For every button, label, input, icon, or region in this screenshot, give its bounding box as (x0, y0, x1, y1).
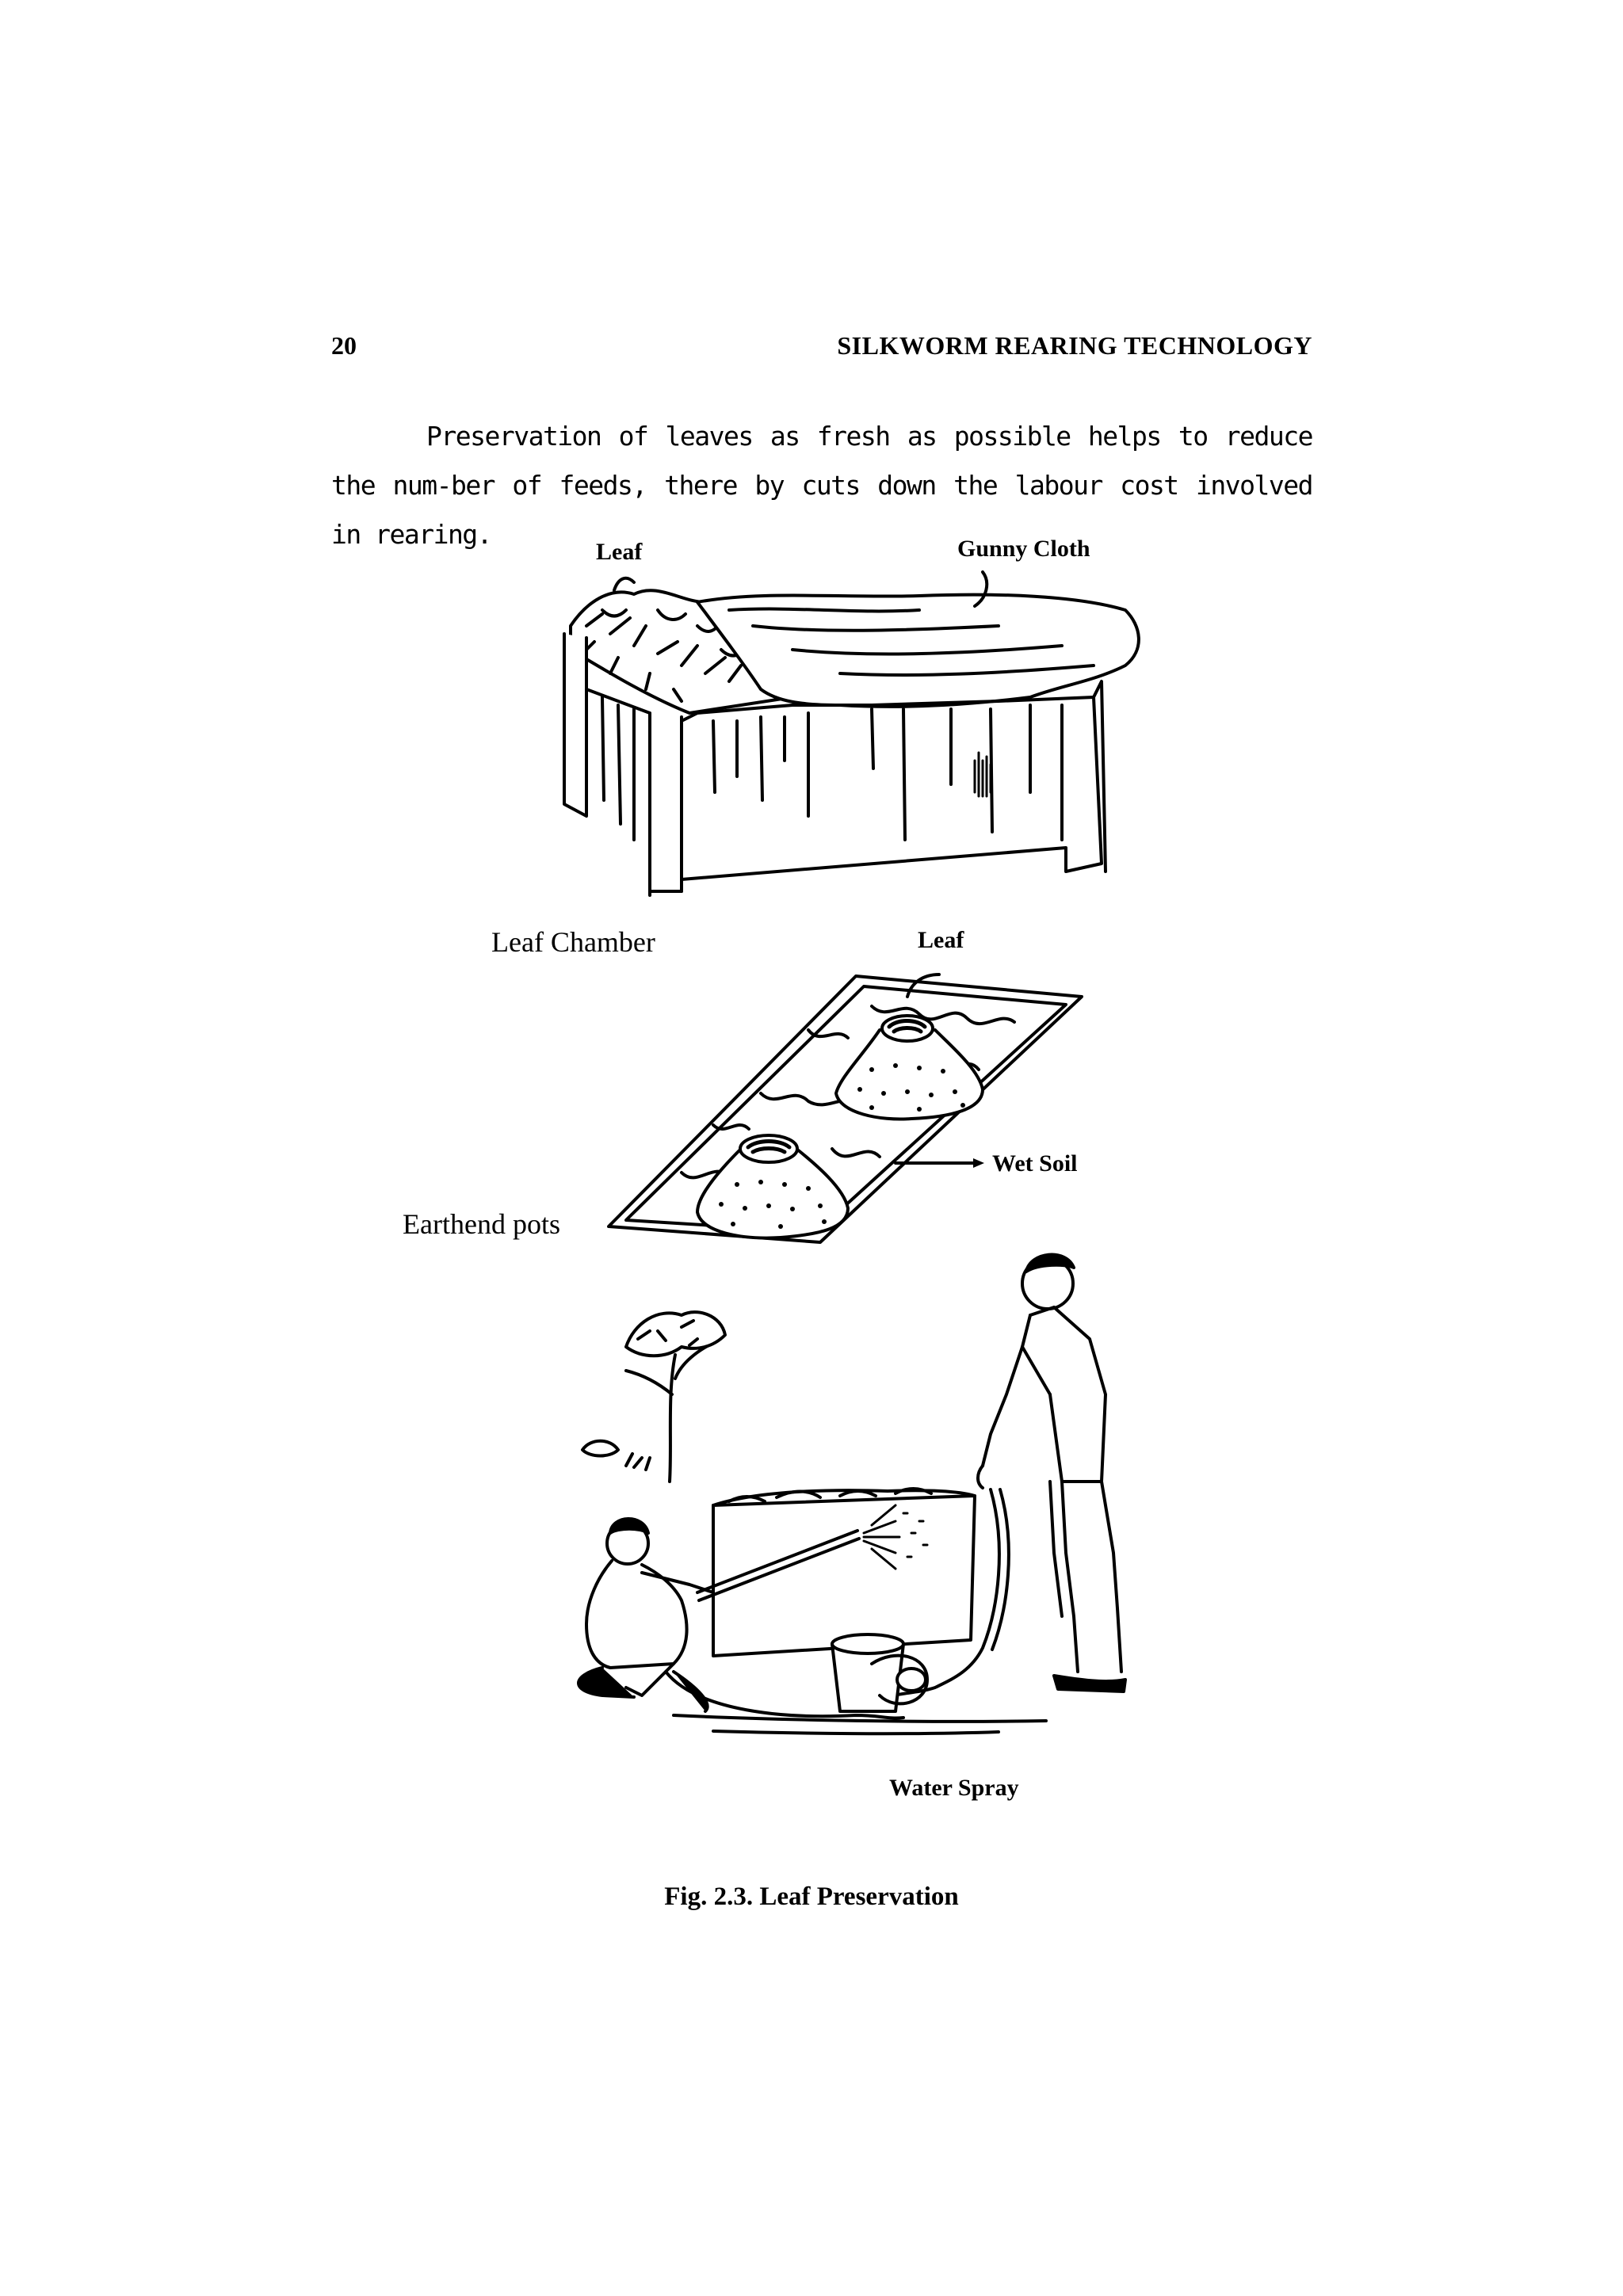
leaf-chamber-drawing (564, 572, 1139, 895)
running-title: SILKWORM REARING TECHNOLOGY (837, 331, 1312, 360)
earthen-pots-drawing (609, 974, 1082, 1242)
label-water-spray: Water Spray (889, 1775, 1019, 1801)
label-earthen-pots: Earthend pots (403, 1208, 560, 1240)
label-wet-soil: Wet Soil (992, 1150, 1078, 1177)
label-leaf-chamber: Leaf Chamber (491, 926, 655, 958)
water-spray-drawing (579, 1255, 1125, 1734)
body-paragraph: Preservation of leaves as fresh as possible helps to reduce the num-ber of feeds, there by cuts down the labour cost involved in rearing. (331, 421, 1312, 550)
page-number: 20 (331, 331, 357, 360)
label-leaf-middle: Leaf (918, 927, 964, 953)
label-leaf-top: Leaf (596, 539, 643, 565)
label-gunny-cloth: Gunny Cloth (957, 536, 1090, 562)
figure-caption: Fig. 2.3. Leaf Preservation (664, 1882, 959, 1911)
